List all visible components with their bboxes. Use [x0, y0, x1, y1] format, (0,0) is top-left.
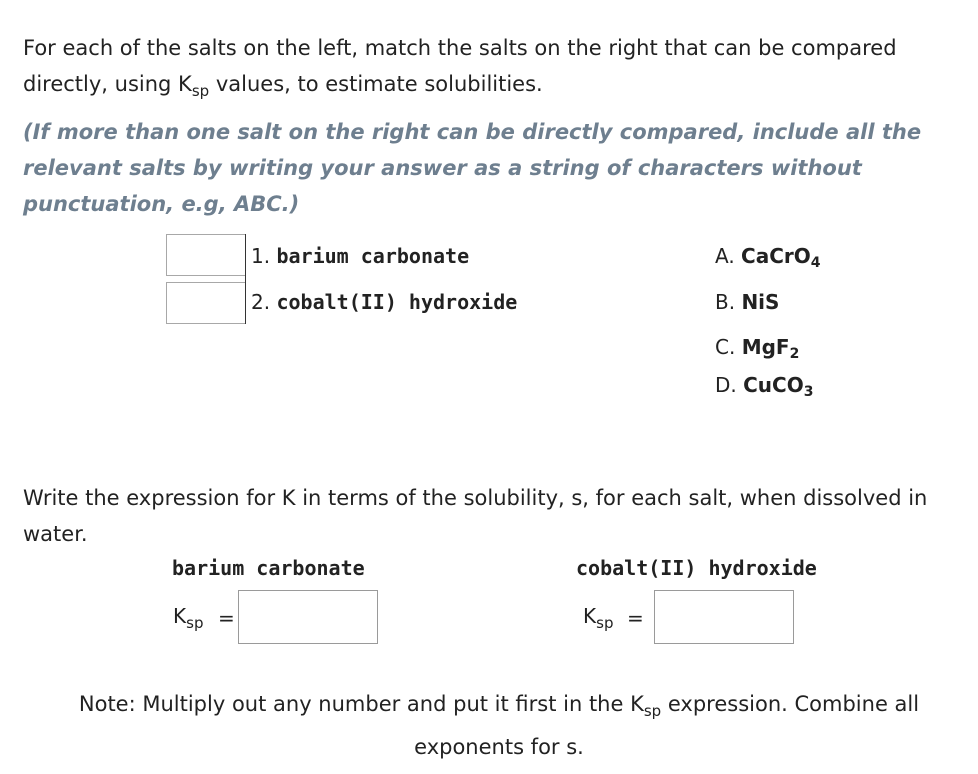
- right-salt-letter: A.: [715, 244, 735, 268]
- ksp-answer-input-2[interactable]: [655, 591, 793, 643]
- right-salt-d: [715, 371, 813, 406]
- instructions-line2-sub: sp: [191, 82, 210, 100]
- ksp-answer-box-1[interactable]: [238, 590, 378, 644]
- left-salt-1: [251, 242, 469, 270]
- ksp-answer-input-1[interactable]: [239, 591, 377, 643]
- right-salt-formula: MgF$_2$: [741, 335, 800, 362]
- match-divider: [245, 234, 246, 324]
- instructions-line1: For each of the salts on the left, match the salts on the right that can be compared: [23, 36, 897, 60]
- right-salt-a: [715, 242, 821, 277]
- ksp-label-2: $K_{sp}$: [583, 604, 614, 632]
- right-salt-letter: C.: [715, 335, 736, 359]
- instructions-text: [23, 30, 963, 109]
- left-salt-name: cobalt(II) hydroxide: [276, 290, 518, 314]
- right-salt-formula: CuCO$_3$: [743, 373, 814, 400]
- match-answer-input-1[interactable]: [167, 235, 245, 275]
- ksp-label-1: $K_{sp}$: [173, 604, 204, 632]
- left-salt-number: 2.: [251, 290, 271, 314]
- hint-text: (If more than one salt on the right can be directly compared, include all the relevant salts by writing your answer as a string of characters without punctuation, e.g, ABC.): [23, 120, 922, 216]
- match-answer-box-2[interactable]: [166, 282, 246, 324]
- right-salt-formula: NiS: [741, 290, 780, 314]
- expression-salt-heading-2: cobalt(II) hydroxide: [576, 556, 817, 580]
- match-answer-box-1[interactable]: [166, 234, 246, 276]
- match-answer-input-2[interactable]: [167, 283, 245, 323]
- equals-sign-2: =: [627, 606, 644, 630]
- right-salt-b: [715, 288, 779, 323]
- instructions-line2-post: values, to estimate solubilities.: [209, 72, 543, 96]
- expression-salt-heading-1: barium carbonate: [172, 556, 365, 580]
- right-salt-letter: B.: [715, 290, 736, 314]
- note-text: Note: Multiply out any number and put it first in the $K_{sp}$ expression. Combine all exponents for s.: [78, 692, 920, 759]
- left-salt-number: 1.: [251, 244, 271, 268]
- right-salt-letter: D.: [715, 373, 737, 397]
- instructions-line2-pre: directly, using K: [23, 72, 192, 96]
- right-salt-c: [715, 333, 799, 368]
- left-salt-2: [251, 288, 517, 316]
- right-salt-formula: CaCrO$_4$: [741, 244, 821, 271]
- ksp-answer-box-2[interactable]: [654, 590, 794, 644]
- equals-sign-1: =: [218, 606, 235, 630]
- write-expression-prompt: Write the expression for K in terms of the solubility, s, for each salt, when dissolved in water.: [23, 486, 928, 546]
- left-salt-name: barium carbonate: [276, 244, 470, 268]
